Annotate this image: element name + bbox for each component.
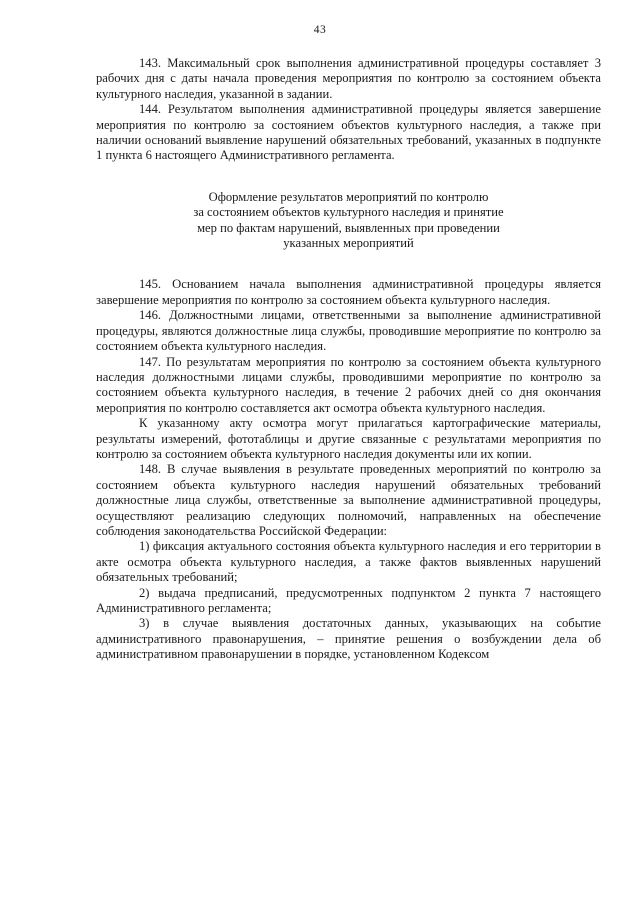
section-heading: [96, 190, 601, 252]
paragraph-145: 145. Основанием начала выполнения административной процедуры является завершение мероприятия по контролю за состоянием объекта культурного наследия.: [96, 277, 601, 307]
section-heading-line: мер по фактам нарушений, выявленных при проведении: [197, 220, 500, 235]
section-heading-line: Оформление результатов мероприятий по контролю: [208, 189, 489, 204]
list-item-2: 2) выдача предписаний, предусмотренных подпунктом 2 пункта 7 настоящего Административного регламента;: [96, 585, 601, 615]
list-item-3: 3) в случае выявления достаточных данных, указывающих на событие административного правонарушения, – принятие решения о возбуждении дела об административном правонарушении в порядке, установленном Кодексом: [96, 616, 601, 662]
section-heading-line: указанных мероприятий: [283, 236, 414, 251]
paragraph-148: 148. В случае выявления в результате проведенных мероприятий по контролю за состоянием объекта культурного наследия нарушений обязательных требований должностные лица службы, ответственные за выполнение административной процедуры, осуществляют реализацию следующих полномочий, направленных на обеспечение соблюдения законодательства Российской Федерации:: [96, 462, 601, 538]
paragraph-146: 146. Должностными лицами, ответственными за выполнение административной процедуры, являются должностные лица службы, проводившие мероприятие по контролю за состоянием объекта культурного наследия.: [96, 308, 601, 354]
section-heading-line: за состоянием объектов культурного наследия и принятие: [193, 205, 504, 220]
document-body: [96, 56, 601, 663]
page-number: 43: [313, 24, 327, 36]
paragraph-144: 144. Результатом выполнения административной процедуры является завершение мероприятия по контролю за состоянием объектов культурного наследия, а также при наличии оснований выявление нарушений обязательных требований, указанных в подпункте 1 пункта 6 настоящего Административного регламента.: [96, 102, 601, 163]
paragraph-147: 147. По результатам мероприятия по контролю за состоянием объекта культурного наследия должностными лицами службы, проводившими мероприятие по контролю за состоянием объекта культурного наследия, в течение 2 рабочих дней со дня окончания мероприятия по контролю составляется акт осмотра объекта культурного наследия.: [96, 354, 601, 415]
paragraph-143: 143. Максимальный срок выполнения административной процедуры составляет 3 рабочих дня с даты начала проведения мероприятия по контролю за состоянием объекта культурного наследия, указанной в задании.: [96, 56, 601, 101]
list-item-1: 1) фиксация актуального состояния объекта культурного наследия и его территории в акте осмотра объекта культурного наследия, а также фактов выявленных нарушений обязательных требований;: [96, 539, 601, 585]
paragraph-act-attachments: К указанному акту осмотра могут прилагаться картографические материалы, результаты измерений, фототаблицы и другие связанные с результатами мероприятия по контролю за состоянием объекта культурного наследия документы или их копии.: [96, 416, 601, 461]
